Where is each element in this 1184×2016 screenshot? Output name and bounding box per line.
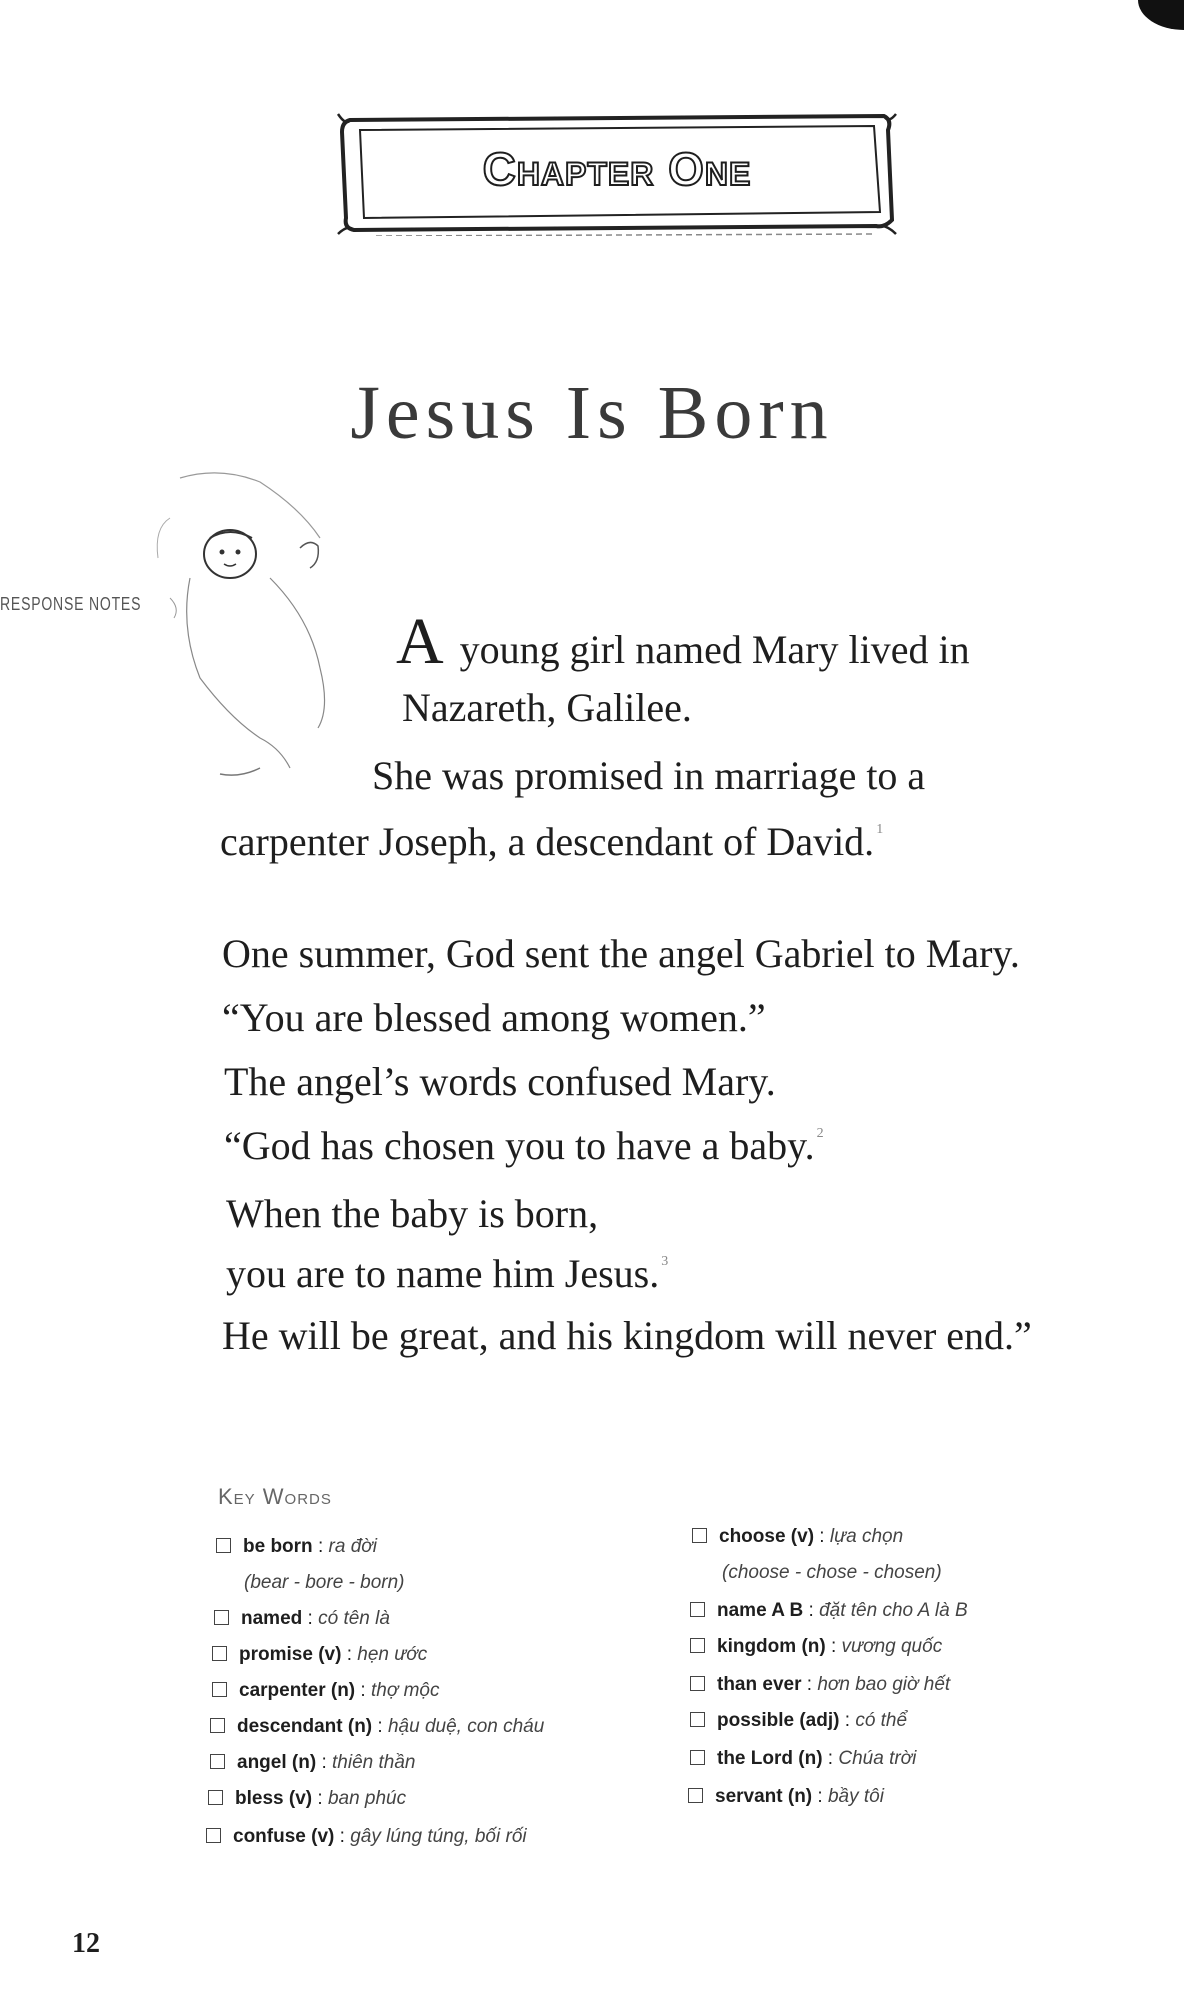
checkbox-icon[interactable] — [688, 1788, 703, 1803]
response-notes-label: RESPONSE NOTES — [0, 594, 142, 614]
key-word-meaning: thợ mộc — [370, 1680, 440, 1701]
page-number: 12 — [72, 1928, 100, 1959]
key-word-item[interactable]: named : có tên là — [214, 1608, 390, 1630]
footnote-marker: 2 — [816, 1126, 824, 1141]
key-word-item[interactable]: promise (v) : hẹn ước — [212, 1644, 427, 1666]
key-word-forms: (choose - chose - chosen) — [722, 1562, 942, 1583]
story-line — [220, 818, 883, 865]
checkbox-icon[interactable] — [212, 1646, 227, 1661]
checkbox-icon[interactable] — [214, 1610, 229, 1625]
key-word-item[interactable]: the Lord (n) : Chúa trời — [690, 1748, 916, 1770]
checkbox-icon[interactable] — [690, 1638, 705, 1653]
checkbox-icon[interactable] — [208, 1790, 223, 1805]
checkbox-icon[interactable] — [690, 1602, 705, 1617]
baby-illustration — [150, 468, 350, 788]
checkbox-icon[interactable] — [216, 1538, 231, 1553]
key-word: name A B — [717, 1600, 804, 1621]
key-word: angel (n) — [237, 1752, 317, 1773]
key-word-meaning: có thể — [855, 1710, 908, 1731]
footnote-marker: 3 — [661, 1254, 669, 1269]
key-word-meaning: ban phúc — [327, 1788, 407, 1809]
key-word-item[interactable]: be born : ra đời — [216, 1536, 377, 1558]
story-line: “You are blessed among women.” — [222, 995, 766, 1040]
key-word: descendant (n) — [237, 1716, 373, 1737]
key-word: servant (n) — [715, 1786, 813, 1807]
story-line-text: “God has chosen you to have a baby. — [224, 1123, 815, 1168]
story-line: When the baby is born, — [226, 1191, 599, 1236]
key-word: named — [241, 1608, 303, 1629]
key-word: promise (v) — [239, 1644, 342, 1665]
key-word-item[interactable]: kingdom (n) : vương quốc — [690, 1636, 942, 1658]
key-word-meaning: vương quốc — [841, 1636, 943, 1657]
key-word: choose (v) — [719, 1526, 815, 1547]
story-line: He will be great, and his kingdom will never end.” — [222, 1313, 1032, 1358]
key-word: confuse (v) — [233, 1826, 335, 1847]
key-word-meaning: hơn bao giờ hết — [817, 1674, 951, 1695]
key-words-heading: Key Words — [218, 1484, 332, 1509]
page-corner-shadow — [1138, 0, 1184, 30]
story-line — [396, 604, 970, 680]
chapter-label: Chapter One — [482, 143, 752, 195]
story-line: Nazareth, Galilee. — [402, 685, 692, 730]
story-line-text: you are to name him Jesus. — [226, 1251, 660, 1296]
story-line: One summer, God sent the angel Gabriel to Mary. — [222, 931, 1020, 976]
checkbox-icon[interactable] — [692, 1528, 707, 1543]
key-word-item[interactable]: name A B : đặt tên cho A là B — [690, 1600, 968, 1622]
story-line — [224, 1122, 824, 1169]
checkbox-icon[interactable] — [690, 1676, 705, 1691]
checkbox-icon[interactable] — [210, 1718, 225, 1733]
drop-cap: A — [396, 605, 444, 678]
story-line-text: young girl named Mary lived in — [449, 627, 970, 672]
chapter-banner — [336, 112, 898, 236]
key-word-item[interactable]: than ever : hơn bao giờ hết — [690, 1674, 950, 1696]
footnote-marker: 1 — [876, 822, 884, 837]
key-word-item[interactable]: servant (n) : bầy tôi — [688, 1786, 884, 1808]
checkbox-icon[interactable] — [212, 1682, 227, 1697]
checkbox-icon[interactable] — [206, 1828, 221, 1843]
key-word: kingdom (n) — [717, 1636, 826, 1657]
key-word-item[interactable]: carpenter (n) : thợ mộc — [212, 1680, 440, 1702]
key-word-meaning: hẹn ước — [357, 1644, 428, 1665]
key-word-meaning: Chúa trời — [838, 1748, 917, 1769]
key-word: possible (adj) — [717, 1710, 840, 1731]
key-word: the Lord (n) — [717, 1748, 823, 1769]
key-word-forms: (bear - bore - born) — [244, 1572, 405, 1593]
key-word: be born — [243, 1536, 313, 1557]
key-word: bless (v) — [235, 1788, 313, 1809]
checkbox-icon[interactable] — [690, 1750, 705, 1765]
key-word-item[interactable]: descendant (n) : hậu duệ, con cháu — [210, 1716, 544, 1738]
story-line: The angel’s words confused Mary. — [224, 1059, 776, 1104]
key-word-meaning: có tên là — [318, 1608, 390, 1629]
key-word-meaning: hậu duệ, con cháu — [387, 1716, 545, 1737]
key-word-meaning: lựa chọn — [829, 1526, 904, 1547]
key-word-item[interactable]: bless (v) : ban phúc — [208, 1788, 406, 1810]
key-word-item[interactable]: angel (n) : thiên thần — [210, 1752, 415, 1774]
key-word-meaning: bầy tôi — [827, 1786, 884, 1807]
checkbox-icon[interactable] — [210, 1754, 225, 1769]
key-word-meaning: thiên thần — [332, 1752, 416, 1773]
key-word-meaning: gây lúng túng, bối rối — [350, 1826, 527, 1847]
key-word-item[interactable]: possible (adj) : có thể — [690, 1710, 907, 1732]
key-word-meaning: ra đời — [328, 1536, 377, 1557]
key-word: than ever — [717, 1674, 802, 1695]
page-title: Jesus Is Born — [350, 371, 834, 455]
key-word: carpenter (n) — [239, 1680, 356, 1701]
story-line-text: carpenter Joseph, a descendant of David. — [220, 819, 875, 864]
key-word-item[interactable]: confuse (v) : gây lúng túng, bối rối — [206, 1826, 527, 1848]
key-word-item[interactable]: choose (v) : lựa chọn — [692, 1526, 903, 1548]
key-word-meaning: đặt tên cho A là B — [819, 1600, 968, 1621]
checkbox-icon[interactable] — [690, 1712, 705, 1727]
story-line — [226, 1250, 668, 1297]
story-line: She was promised in marriage to a — [372, 753, 926, 798]
